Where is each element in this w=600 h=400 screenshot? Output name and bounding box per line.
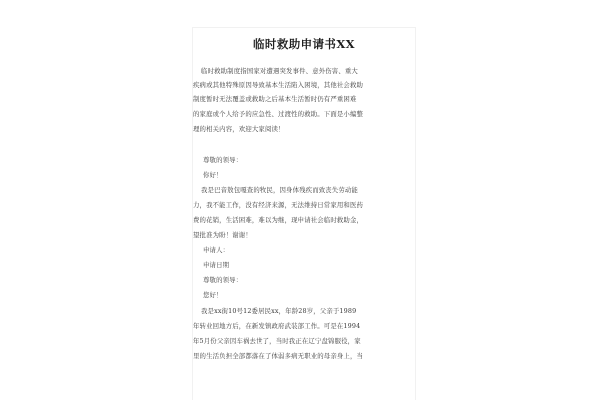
letter1-body-line: 费的花销，生活困难，难以为继，现申请社会临时救助金， [193,216,364,224]
letter1-salutation: 尊敬的领导： [203,156,243,164]
letter1-date: 申请日期 [203,261,230,269]
letter1-body-line: 望批准为盼！谢谢！ [193,231,252,239]
intro-line: 理的相关内容，欢迎大家阅读！ [193,125,285,133]
document-title: 临时救助申请书XX [253,37,355,51]
letter2-greeting: 您好！ [203,291,223,299]
letter2-salutation: 尊敬的领导： [203,276,243,284]
intro-line: 的家庭或个人给予的应急性、过渡性的救助。下面是小编整 [193,110,364,118]
intro-line: 制度暂时无法覆盖或救助之后基本生活暂时仍有严重困难 [193,95,357,103]
intro-line: 疾病或其他特殊原因导致基本生活陷入困境，其他社会救助 [193,81,364,89]
letter2-body-line: 年5月份父亲因车祸去世了，当时我正在辽宁盘锦服役，家 [193,337,361,345]
document-page [193,28,415,400]
letter1-body-line: 我是巴音敖包嘎查的牧民，因身体残疾而致丧失劳动能 [201,186,358,194]
letter1-body-line: 力，我不能工作，没有经济来源，无法维持日常家用和医药 [193,201,364,209]
intro-line: 临时救助制度指国家对遭遇突发事件、意外伤害、重大 [201,67,358,75]
letter2-body-line: 里的生活负担全部都落在了体弱多病无职业的母亲身上，当 [193,352,364,360]
letter1-greeting: 你好！ [203,171,223,179]
letter2-body-line: 年转业回地方后，在新发镇政府武装部工作。可是在1994 [193,322,361,330]
letter2-body-line: 我是xx街10号12委居民xx，年龄28岁，父亲于1989 [201,307,357,315]
letter1-applicant: 申请人： [203,246,230,254]
